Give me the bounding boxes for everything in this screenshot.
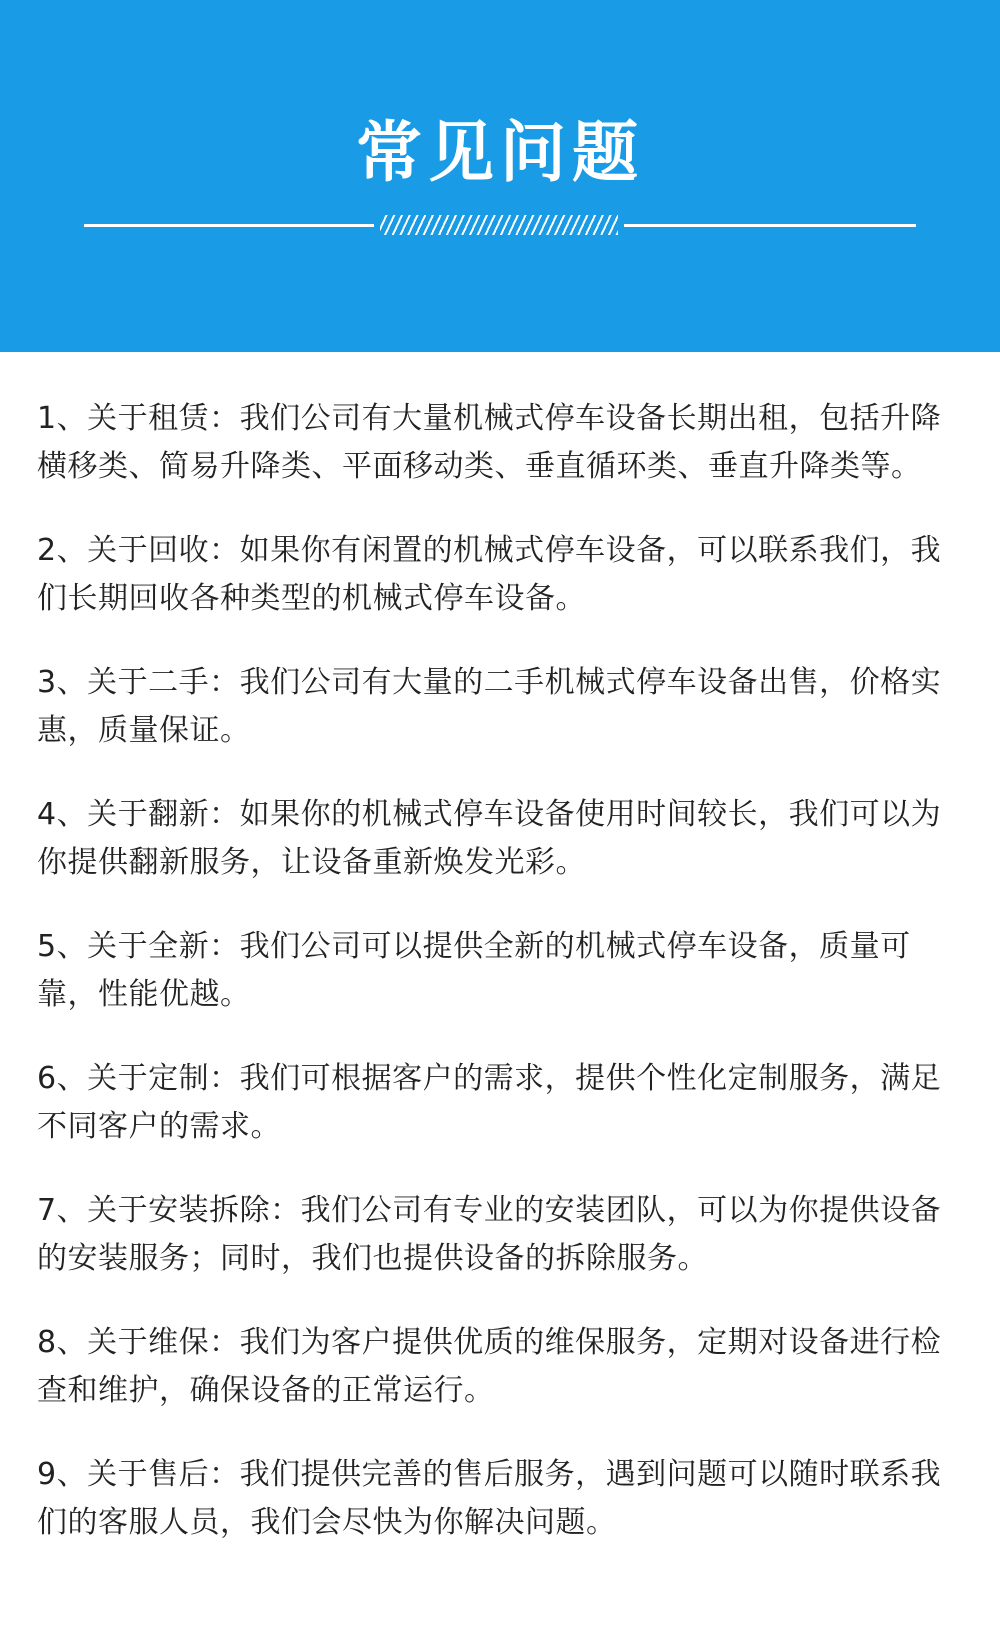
divider-line-right: [624, 224, 916, 227]
title-divider: [84, 210, 916, 240]
header-banner: [0, 0, 1000, 352]
faq-item-2: 2、关于回收：如果你有闲置的机械式停车设备，可以联系我们，我们长期回收各种类型的机械式停车设备。: [37, 533, 942, 616]
page-title: 常见问题: [356, 114, 644, 191]
faq-item-7: 7、关于安装拆除：我们公司有专业的安装团队，可以为你提供设备的安装服务；同时，我们也提供设备的拆除服务。: [37, 1193, 942, 1276]
faq-item-9: 9、关于售后：我们提供完善的售后服务，遇到问题可以随时联系我们的客服人员，我们会尽快为你解决问题。: [37, 1457, 942, 1540]
faq-item-3: 3、关于二手：我们公司有大量的二手机械式停车设备出售，价格实惠，质量保证。: [37, 665, 942, 748]
divider-line-left: [84, 224, 374, 227]
faq-item-6: 6、关于定制：我们可根据客户的需求，提供个性化定制服务，满足不同客户的需求。: [37, 1061, 942, 1144]
faq-item-5: 5、关于全新：我们公司可以提供全新的机械式停车设备，质量可靠，性能优越。: [37, 929, 911, 1012]
faq-item-8: 8、关于维保：我们为客户提供优质的维保服务，定期对设备进行检查和维护，确保设备的正常运行。: [37, 1325, 942, 1408]
faq-item-1: 1、关于租赁：我们公司有大量机械式停车设备长期出租，包括升降横移类、简易升降类、平面移动类、垂直循环类、垂直升降类等。: [37, 401, 942, 484]
faq-list: [37, 395, 967, 1583]
divider-hatch-pattern: [380, 215, 618, 235]
faq-item-4: 4、关于翻新：如果你的机械式停车设备使用时间较长，我们可以为你提供翻新服务，让设备重新焕发光彩。: [37, 797, 942, 880]
